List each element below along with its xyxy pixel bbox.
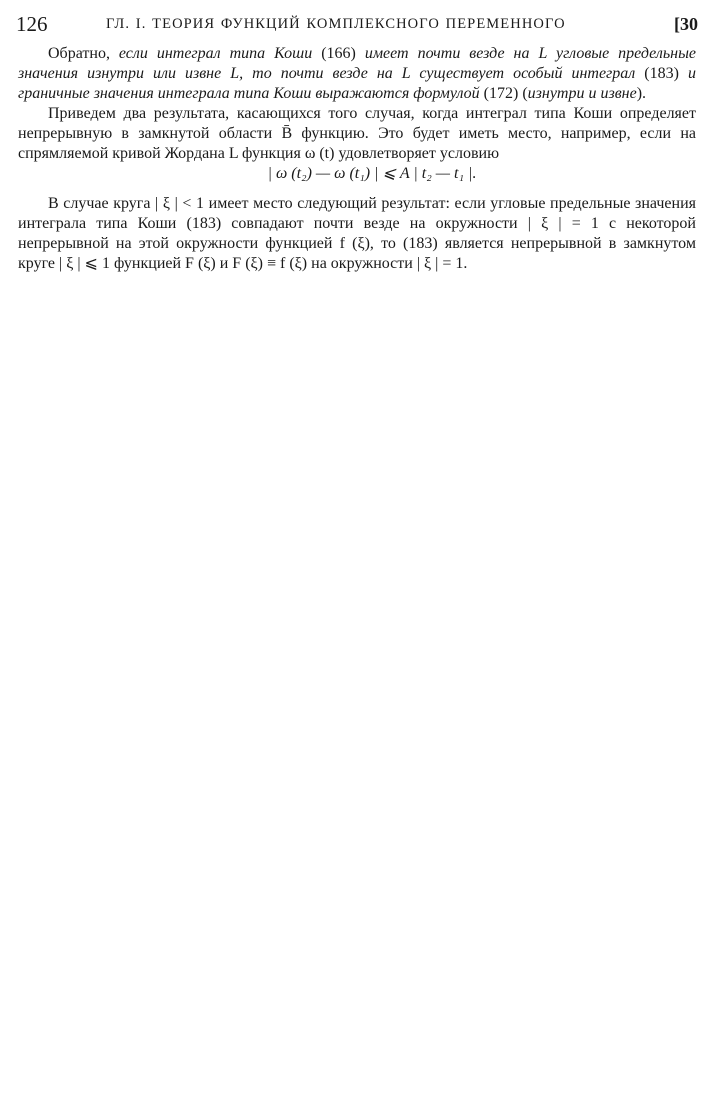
paragraph-circle-case: В случае круга | ξ | < 1 имеет место следующий результат: если угловые предельные значения интеграла типа Коши (183) совпадают почти везде на окружности | ξ | = 1 с некоторой непрерывной на этой окружности функцией f (ξ), то (183) является непрерывной в замкнутом круге | ξ | ⩽ 1 функцией F (ξ) и F (ξ) ≡ f (ξ) на окружности | ξ | = 1. [18, 195, 696, 272]
page-body [18, 44, 696, 274]
text-run: (183) [635, 65, 688, 82]
page-number: 126 [16, 12, 48, 36]
paragraph-continuity: Приведем два результата, касающихся того случая, когда интеграл типа Коши определяет непрерывную в замкнутой области B̄ функцию. Это будет иметь место, например, если на спрямляемой кривой Жордана L функция ω (t) удовлетворяет условию [18, 105, 696, 162]
paragraph-theorem [18, 44, 696, 104]
page-header [16, 12, 698, 38]
italic-run: имеет почти везде на L угловые предельные значения изнутри или извне L, то почти везде на L существует особый интеграл [18, 45, 697, 82]
italic-run: если интеграл типа Коши [118, 45, 313, 62]
italic-run: изнутри и извне [527, 85, 637, 102]
text-run: Обратно, [48, 45, 119, 62]
text-run: (166) [312, 45, 365, 62]
text-run: (172) ( [479, 85, 528, 102]
italic-run: и граничные значения интеграла типа Коши выражаются формулой [18, 65, 696, 102]
section-number: [30 [674, 14, 698, 34]
text-run: ). [636, 85, 647, 102]
formula-condition: | ω (t₂) — ω (t₁) | ⩽ A | t₂ — t₁ |. [267, 165, 477, 182]
running-title: ГЛ. I. ТЕОРИЯ ФУНКЦИЙ КОМПЛЕКСНОГО ПЕРЕМЕННОГО [106, 16, 566, 32]
